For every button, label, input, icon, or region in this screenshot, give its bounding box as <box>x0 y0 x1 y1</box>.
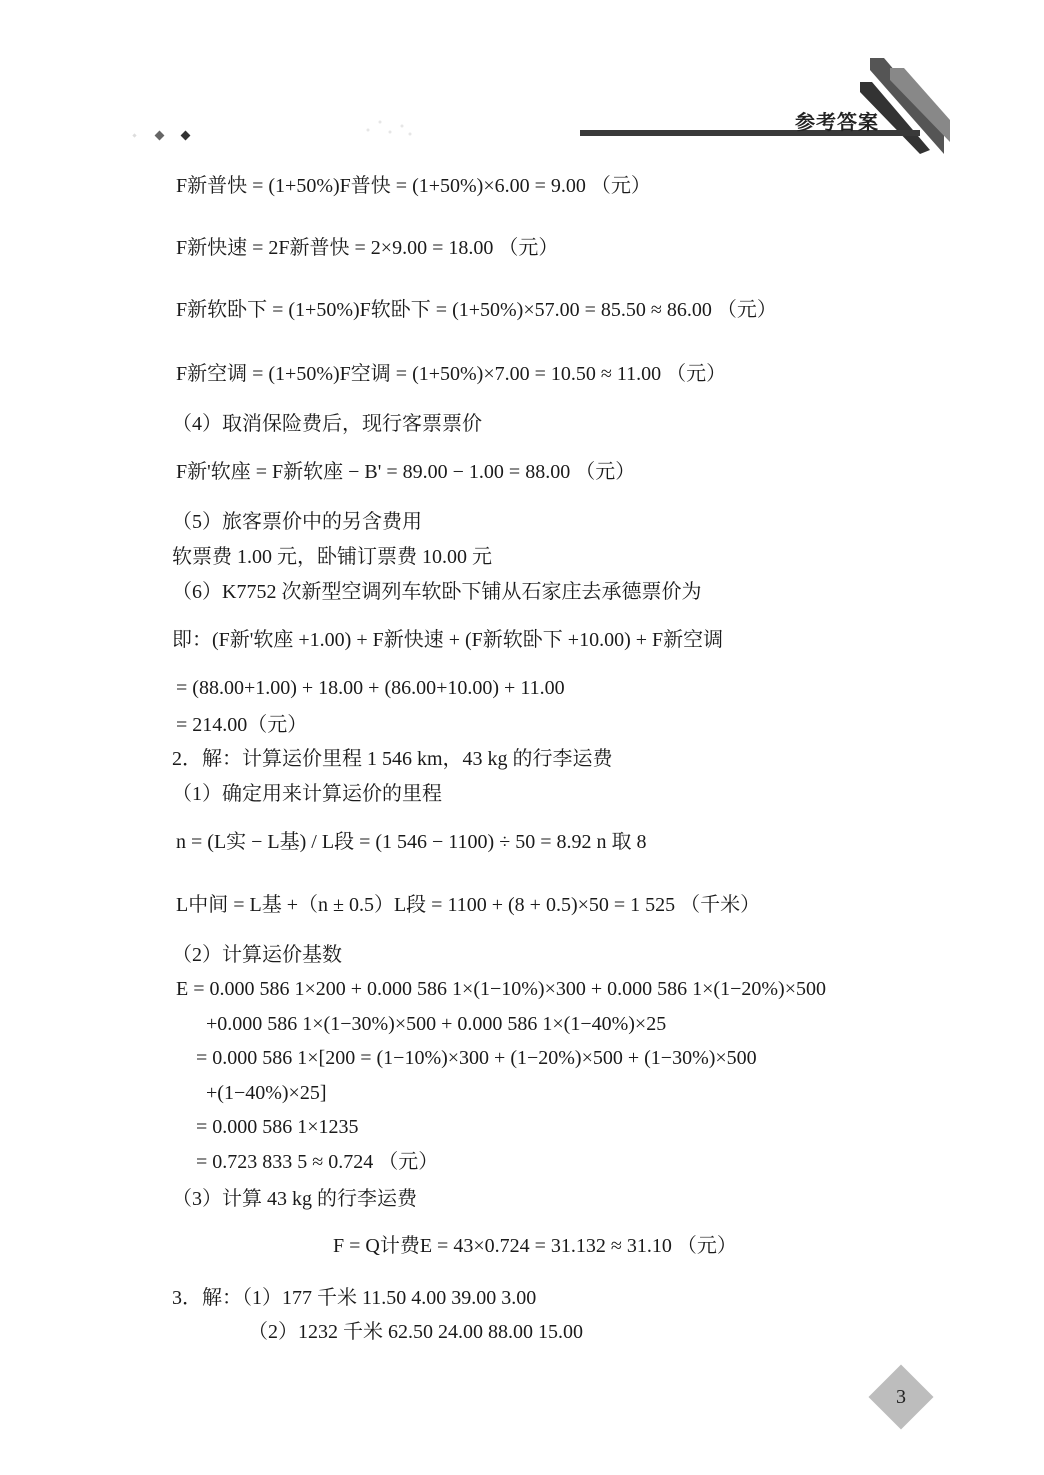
header-title: 参考答案 <box>795 112 879 134</box>
equation-line: = 0.000 586 1×1235 <box>196 1116 359 1138</box>
equation-line: F = Q计费E = 43×0.724 = 31.132 ≈ 31.10 （元） <box>333 1235 737 1257</box>
text-line: （3）计算 43 kg 的行李运费 <box>172 1188 417 1210</box>
equation-line: F新快速 = 2F新普快 = 2×9.00 = 18.00 （元） <box>176 237 559 259</box>
text-line: （5）旅客票价中的另含费用 <box>172 511 422 533</box>
text-line: （1）确定用来计算运价的里程 <box>172 783 442 805</box>
equation-line: n = (L实 − L基) / L段 = (1 546 − 1100) ÷ 50 = 8.92 n 取 8 <box>176 831 647 853</box>
equation-line: F新普快 = (1+50%)F普快 = (1+50%)×6.00 = 9.00 （元） <box>176 175 651 197</box>
text-line: （6）K7752 次新型空调列车软卧下铺从石家庄去承德票价为 <box>172 581 702 603</box>
page-number: 3 <box>896 1385 906 1408</box>
text-line: （4）取消保险费后，现行客票票价 <box>172 413 482 435</box>
answer-line: 3．解：（1）177 千米 11.50 4.00 39.00 3.00 <box>172 1287 537 1309</box>
equation-line: = 214.00（元） <box>176 714 308 736</box>
equation-line: = 0.000 586 1×[200 = (1−10%)×300 + (1−20%)×500 + (1−30%)×500 <box>196 1047 757 1069</box>
equation-line: = 0.723 833 5 ≈ 0.724 （元） <box>196 1151 439 1173</box>
header-dots-decoration <box>130 128 200 144</box>
answer-line: （2）1232 千米 62.50 24.00 88.00 15.00 <box>248 1321 583 1343</box>
header-scatter-decoration <box>360 110 420 140</box>
equation-line: F新空调 = (1+50%)F空调 = (1+50%)×7.00 = 10.50 ≈ 11.00 （元） <box>176 363 727 385</box>
equation-line: F新软卧下 = (1+50%)F软卧下 = (1+50%)×57.00 = 85.50 ≈ 86.00 （元） <box>176 299 777 321</box>
equation-line: +0.000 586 1×(1−30%)×500 + 0.000 586 1×(1−40%)×25 <box>206 1013 667 1035</box>
equation-line: = (88.00+1.00) + 18.00 + (86.00+10.00) + 11.00 <box>176 677 565 699</box>
equation-line: L中间 = L基 +（n ± 0.5）L段 = 1100 + (8 + 0.5)×50 = 1 525 （千米） <box>176 894 761 916</box>
equation-line: +(1−40%)×25] <box>206 1082 327 1104</box>
equation-line: F新'软座 = F新软座 − B' = 89.00 − 1.00 = 88.00 （元） <box>176 461 636 483</box>
text-line: （2）计算运价基数 <box>172 944 342 966</box>
equation-line: E = 0.000 586 1×200 + 0.000 586 1×(1−10%)×300 + 0.000 586 1×(1−20%)×500 <box>176 978 826 1000</box>
equation-line: 即：(F新'软座 +1.00) + F新快速 + (F新软卧下 +10.00) + F新空调 <box>172 629 724 651</box>
text-line: 2．解：计算运价里程 1 546 km，43 kg 的行李运费 <box>172 748 613 770</box>
text-line: 软票费 1.00 元，卧铺订票费 10.00 元 <box>172 546 492 568</box>
